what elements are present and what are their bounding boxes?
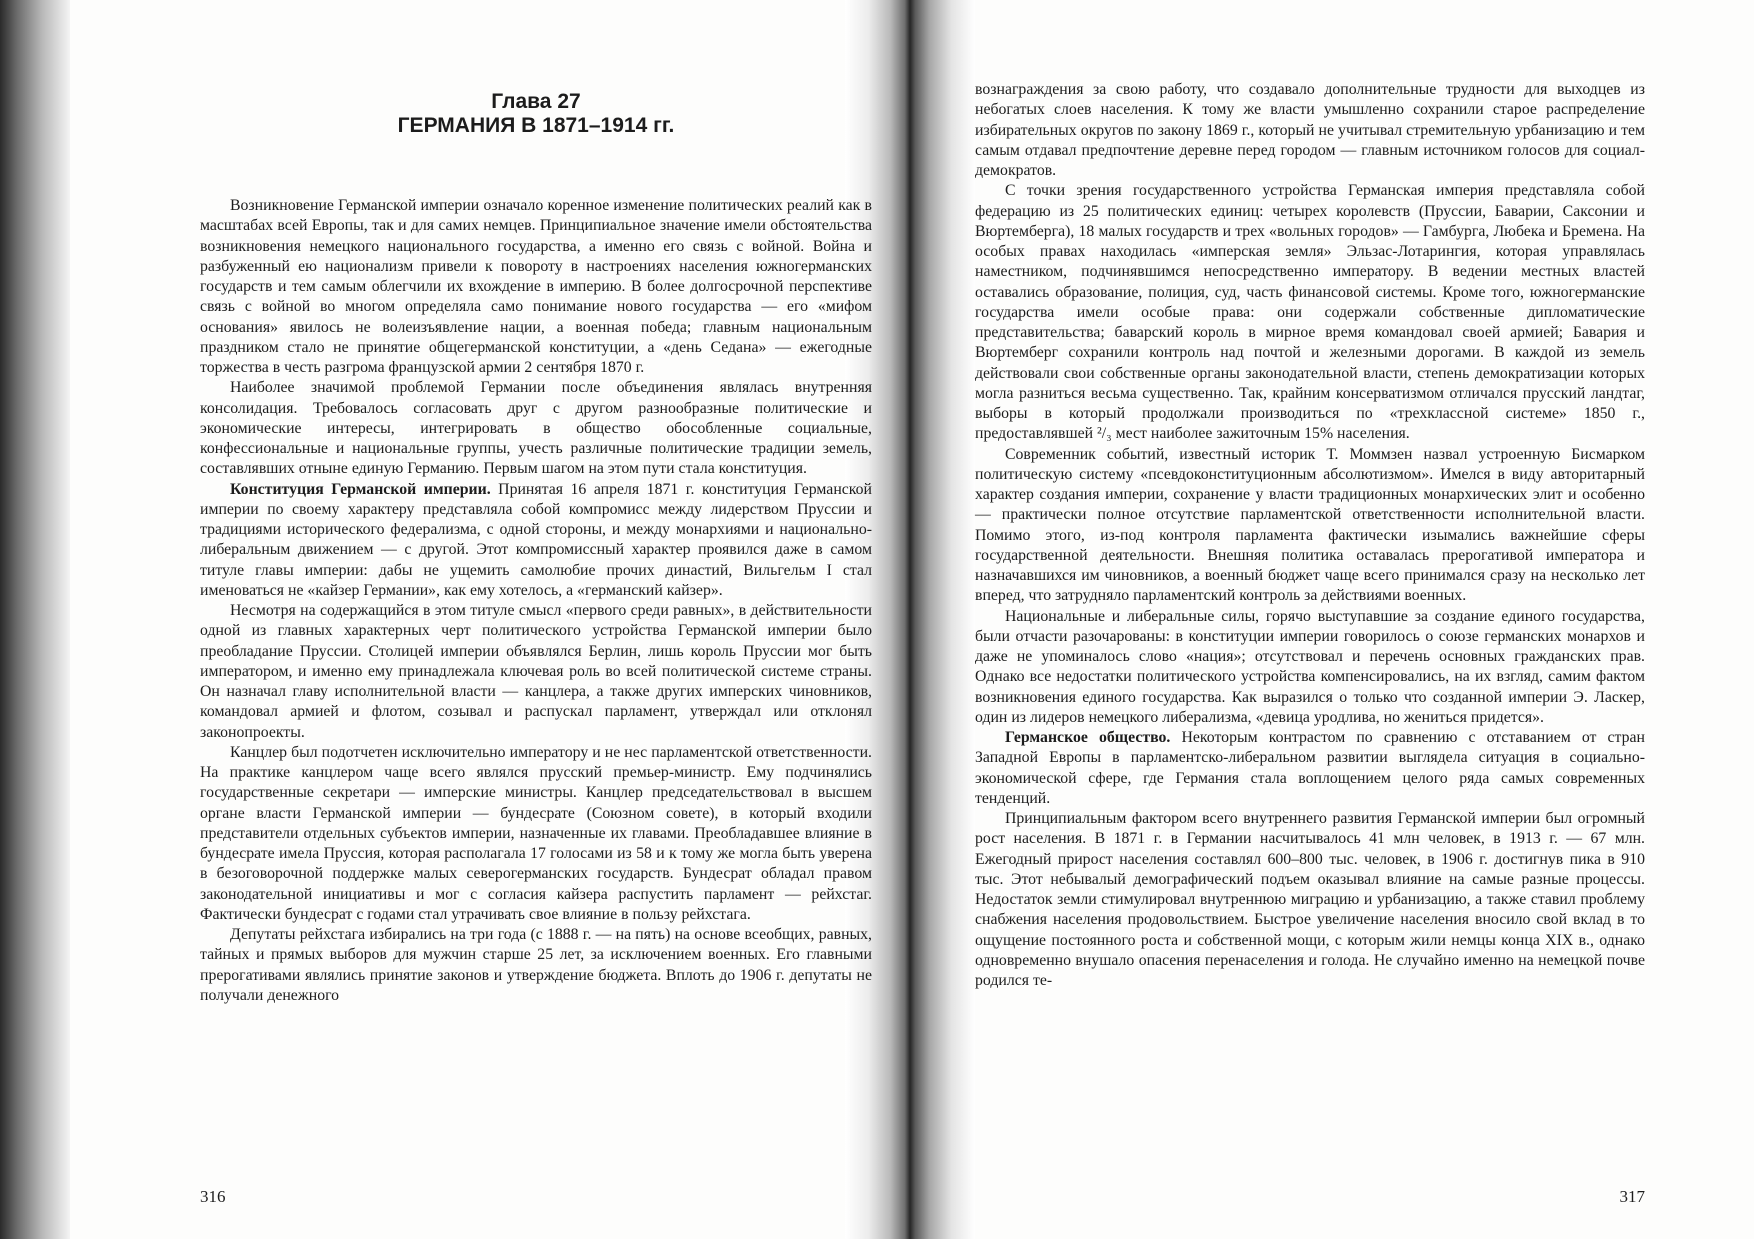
paragraph-text: Национальные и либеральные силы, горячо выступавшие за создание единого государства, были отчасти разочарованы: в конституции империи говорилось о союзе германских монархов и даже не упоминалось слово «нация»; отсутствовал и перечень основных гражданских прав. Однако все недостатки политического устройства компенсировались, на их взгляд, самим фактом возникновения единого государства. Как выразился о только что созданной империи Э. Ласкер, один из лидеров немецкого либерализма, «девица уродлива, но жениться придется».: [975, 607, 1645, 726]
left-page: [200, 80, 872, 1220]
section-heading: Германское общество.: [1005, 729, 1171, 746]
paragraph-text: Принятая 16 апреля 1871 г. конституция Германской империи по своему характеру представляла собой компромисс между лидерством Пруссии и традициями исторического федерализма, с одной стороны, и между монархиями и национально-либеральным движением — с другой. Этот компромиссный характер проявился даже в самом титуле главы империи: дабы не ущемить самолюбие прочих династий, Вильгельм I стал именоваться не «кайзер Германии», как ему хотелось, а «германский кайзер».: [200, 480, 873, 599]
paragraph-text: С точки зрения государственного устройства Германская империя представляла собой федерацию из 25 политических единиц: четырех королевств (Пруссии, Баварии, Саксонии и Вюртемберга), 18 малых государств и трех «вольных городов» — Гамбурга, Любека и Бремена. На особых правах находилась «имперская земля» Эльзас-Лотарингия, которая управлялась наместником, подчинявшимся непосредственно императору. В ведении местных властей оставались образование, полиция, суд, часть финансовой системы. Кроме того, южногерманские государства имели особые права: они содержали собственные дипломатические представительства; баварский король в мирное время командовал своей армией; Бавария и Вюртемберг сохранили контроль над почтой и железными дорогами. В каждой из земель действовали свои собственные органы законодательной власти, степень демократизации которых могла разниться весьма существенно. Так, крайним консерватизмом отличался прусский ландтаг, выборы в который продолжали производиться по «трехклассной системе» 1850 г., предоставлявшей ²/₃ мест наиболее зажиточным 15% населения.: [975, 182, 1645, 443]
paragraph: [200, 743, 872, 925]
paragraph: [200, 378, 872, 479]
paragraph: [975, 607, 1645, 729]
paragraph: [200, 480, 872, 602]
paragraph: [975, 80, 1645, 181]
paragraph-text: Депутаты рейхстага избирались на три года (с 1888 г. — на пять) на основе всеобщих, равных, тайных и прямых выборов для мужчин старше 25 лет, за исключением военных. Его главными прерогативами являлись принятие законов и утверждение бюджета. Вплоть до 1906 г. депутаты не получали денежного: [200, 926, 872, 1004]
paragraph: [200, 601, 872, 743]
paragraph-text: Некоторым контрастом по сравнению с отставанием от стран Западной Европы в парламентско-либеральном развитии выглядела ситуация в социально-экономической сфере, где Германия стала воплощением целого ряда самых современных тенденций.: [975, 729, 1646, 807]
section-heading: Конституция Германской империи.: [230, 480, 491, 498]
paragraph: [975, 728, 1645, 809]
paragraph-text: Принципиальным фактором всего внутреннего развития Германской империи был огромный рост населения. В 1871 г. в Германии насчитывалось 41 млн человек, в 1913 г. — 67 млн. Ежегодный прирост населения составлял 600–800 тыс. человек, в 1906 г. достигнув пика в 910 тыс. Этот небывалый демографический подъем оказывал влияние на самые разные процессы. Недостаток земли стимулировал внутреннюю миграцию и урбанизацию, а также ставил проблему снабжения населения продовольствием. Быстрое увеличение населения вносило свой вклад в то ощущение постоянного роста и собственной мощи, с которым жили немцы конца XIX в., однако одновременно внушало опасения перенаселения и голода. Не случайно именно на немецкой почве родился те-: [975, 810, 1645, 989]
chapter-title: ГЕРМАНИЯ В 1871–1914 гг.: [397, 114, 675, 137]
paragraph: [975, 445, 1645, 607]
paragraph-text: Наиболее значимой проблемой Германии после объединения являлась внутренняя консолидация. Требовалось согласовать друг с другом разнообразные политические и экономические интересы, интегрировать в общество обособленные социальные, конфессиональные и национальные группы, учесть различные политические традиции земель, составлявших отныне единую Германию. Первым шагом на этом пути стала конституция.: [200, 379, 872, 478]
left-page-body: [200, 196, 872, 1006]
paragraph-text: вознаграждения за свою работу, что создавало дополнительные трудности для выходцев из небогатых слоев населения. К тому же власти умышленно сохранили старое распределение избирательных округов по закону 1869 г., который не учитывал стремительную урбанизацию и тем самым отдавал предпочтение деревне перед городом — главным источником голосов для социал-демократов.: [975, 81, 1645, 179]
page-edge-shadow: [0, 0, 70, 1239]
paragraph-text: Современник событий, известный историк Т. Моммзен назвал устроенную Бисмарком политическую систему «псевдоконституционным абсолютизмом». Имелся в виду авторитарный характер создания империи, сохранение у власти традиционных монархических элит и особенно — практически полное отсутствие парламентской ответственности исполнительной власти. Помимо этого, из-под контроля парламента фактически изымались важнейшие сферы государственной деятельности. Внешняя политика оставалась прерогативой императора и назначавшихся им чиновников, а военный бюджет чаще всего принимался сразу на несколько лет вперед, что затрудняло парламентский контроль за действиями военных.: [975, 445, 1645, 605]
chapter-label: Глава 27: [491, 90, 581, 113]
page-number-right: 317: [1619, 1187, 1645, 1206]
paragraph: [975, 181, 1645, 444]
paragraph: [200, 925, 872, 1006]
paragraph-text: Канцлер был подотчетен исключительно императору и не нес парламентской ответственности. На практике канцлером чаще всего являлся прусский премьер-министр. Ему подчинялись государственные секретари — имперские министры. Канцлер председательствовал в высшем органе власти Германской империи — бундесрате (Союзном совете), в который входили представители отдельных субъектов империи, назначенные их главами. Преобладавшее влияние в бундесрате имела Пруссия, которая располагала 17 голосами из 58 и к тому же могла быть уверена в безоговорочной поддержке малых северогерманских государств. Бундесрат обладал правом законодательной инициативы и мог с согласия кайзера распустить парламент — рейхстаг. Фактически бундесрат с годами стал утрачивать свое влияние в пользу рейхстага.: [200, 743, 872, 923]
paragraph-text: Возникновение Германской империи означало коренное изменение политических реалий как в масштабах всей Европы, так и для самих немцев. Принципиальное значение имели обстоятельства возникновения немецкого национального государства, а именно его связь с войной. Война и разбуженный ею национализм привели к повороту в настроениях населения южногерманских государств и тем самым облегчили их вхождение в империю. В более долгосрочной перспективе связь с войной во многом определяла само понимание нового государства — его «мифом основания» явилось не волеизъявление нации, а военная победа; главным национальным праздником стало не принятие общегерманской конституции, а «день Седана» — ежегодные торжества в честь разгрома французской армии 2 сентября 1870 г.: [200, 197, 872, 376]
right-page-body: [975, 80, 1645, 991]
paragraph: [975, 809, 1645, 991]
page-number-left: 316: [200, 1187, 226, 1206]
chapter-heading: [200, 90, 872, 138]
paragraph: [200, 196, 872, 378]
right-page: [975, 80, 1645, 1220]
paragraph-text: Несмотря на содержащийся в этом титуле смысл «первого среди равных», в действительности одной из главных характерных черт политического устройства Германской империи было преобладание Пруссии. Столицей империи объявлялся Берлин, лишь король Пруссии мог быть императором, и именно ему принадлежала ключевая роль во всей политической системе страны. Он назначал главу исполнительной власти — канцлера, а также других имперских чиновников, командовал армией и флотом, созывал и распускал парламент, утверждал или отклонял законопроекты.: [200, 602, 872, 741]
